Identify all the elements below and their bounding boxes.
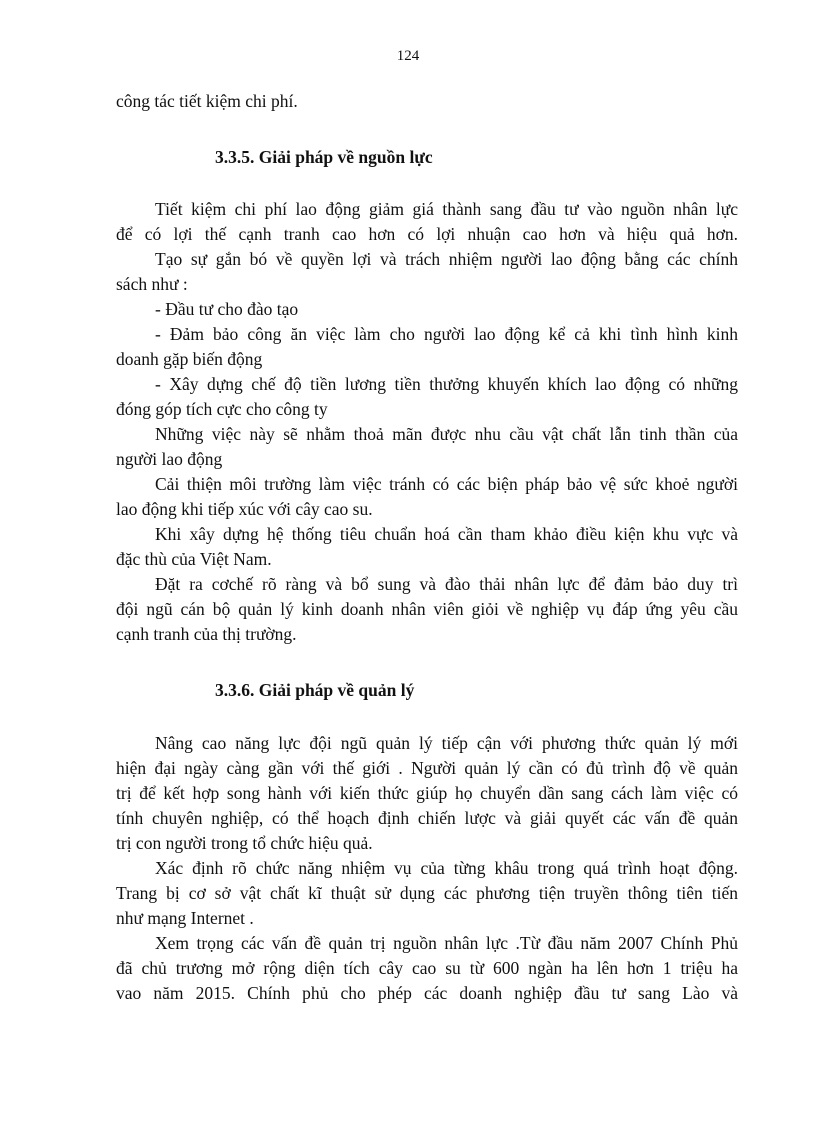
paragraph-line: sách như : — [116, 274, 188, 294]
list-item: - Đảm bảo công ăn việc làm cho người lao động kể cả khi tình hình kinh — [155, 324, 738, 344]
paragraph-line: Cải thiện môi trường làm việc tránh có các biện pháp bảo vệ sức khoẻ người — [155, 474, 738, 494]
paragraph-line: để có lợi thế cạnh tranh cao hơn có lợi nhuận cao hơn và hiệu quả hơn. — [116, 224, 738, 244]
paragraph-line: trị con người trong tổ chức hiệu quả. — [116, 833, 373, 853]
section-heading-3-3-6: 3.3.6. Giải pháp về quản lý — [215, 680, 415, 700]
paragraph-line: Khi xây dựng hệ thống tiêu chuẩn hoá cần tham khảo điều kiện khu vực và — [155, 524, 738, 544]
paragraph-line: Nâng cao năng lực đội ngũ quản lý tiếp cận với phương thức quản lý mới — [155, 733, 738, 753]
paragraph-line: Tiết kiệm chi phí lao động giảm giá thành sang đầu tư vào nguồn nhân lực — [155, 199, 738, 219]
paragraph-line: lao động khi tiếp xúc với cây cao su. — [116, 499, 373, 519]
paragraph-line: Trang bị cơ sở vật chất kĩ thuật sử dụng các phương tiện truyền thông tiên tiến — [116, 883, 738, 903]
paragraph-line: đặc thù của Việt Nam. — [116, 549, 272, 569]
paragraph-line: vao năm 2015. Chính phủ cho phép các doanh nghiệp đầu tư sang Lào và — [116, 983, 738, 1003]
paragraph-line: đã chủ trương mở rộng diện tích cây cao su từ 600 ngàn ha lên hơn 1 triệu ha — [116, 958, 738, 978]
paragraph-line: Xác định rõ chức năng nhiệm vụ của từng khâu trong quá trình hoạt động. — [155, 858, 738, 878]
paragraph-line: Xem trọng các vấn đề quản trị nguồn nhân lực .Từ đầu năm 2007 Chính Phủ — [155, 933, 738, 953]
paragraph-line: Tạo sự gắn bó về quyền lợi và trách nhiệm người lao động bằng các chính — [155, 249, 738, 269]
list-item-continuation: đóng góp tích cực cho công ty — [116, 399, 328, 419]
page-number: 124 — [396, 48, 420, 64]
list-item: - Đầu tư cho đào tạo — [155, 299, 299, 319]
paragraph-line: đội ngũ cán bộ quản lý kinh doanh nhân viên giỏi về nghiệp vụ đáp ứng yêu cầu — [116, 599, 738, 619]
paragraph-line: Những việc này sẽ nhằm thoả mãn được nhu cầu vật chất lẫn tinh thần của — [155, 424, 738, 444]
paragraph-line: trị để kết hợp song hành với kiến thức giúp họ chuyển dần sang cách làm việc có — [116, 783, 738, 803]
section-heading-3-3-5: 3.3.5. Giải pháp về nguồn lực — [215, 147, 433, 167]
list-item-continuation: doanh gặp biến động — [116, 349, 263, 369]
paragraph-line: như mạng Internet . — [116, 908, 254, 928]
list-item: - Xây dựng chế độ tiền lương tiền thưởng khuyến khích lao động có những — [155, 374, 738, 394]
paragraph-line: người lao động — [116, 449, 223, 469]
paragraph-line: hiện đại ngày càng gần với thế giới . Người quản lý cần có đủ trình độ về quản — [116, 758, 738, 778]
paragraph-line: tính chuyên nghiệp, có thể hoạch định chiến lược và giải quyết các vấn đề quản — [116, 808, 738, 828]
intro-line: công tác tiết kiệm chi phí. — [116, 91, 298, 111]
paragraph-line: Đặt ra cơchế rõ ràng và bổ sung và đào thải nhân lực để đảm bảo duy trì — [155, 574, 738, 594]
paragraph-line: cạnh tranh của thị trường. — [116, 624, 297, 644]
